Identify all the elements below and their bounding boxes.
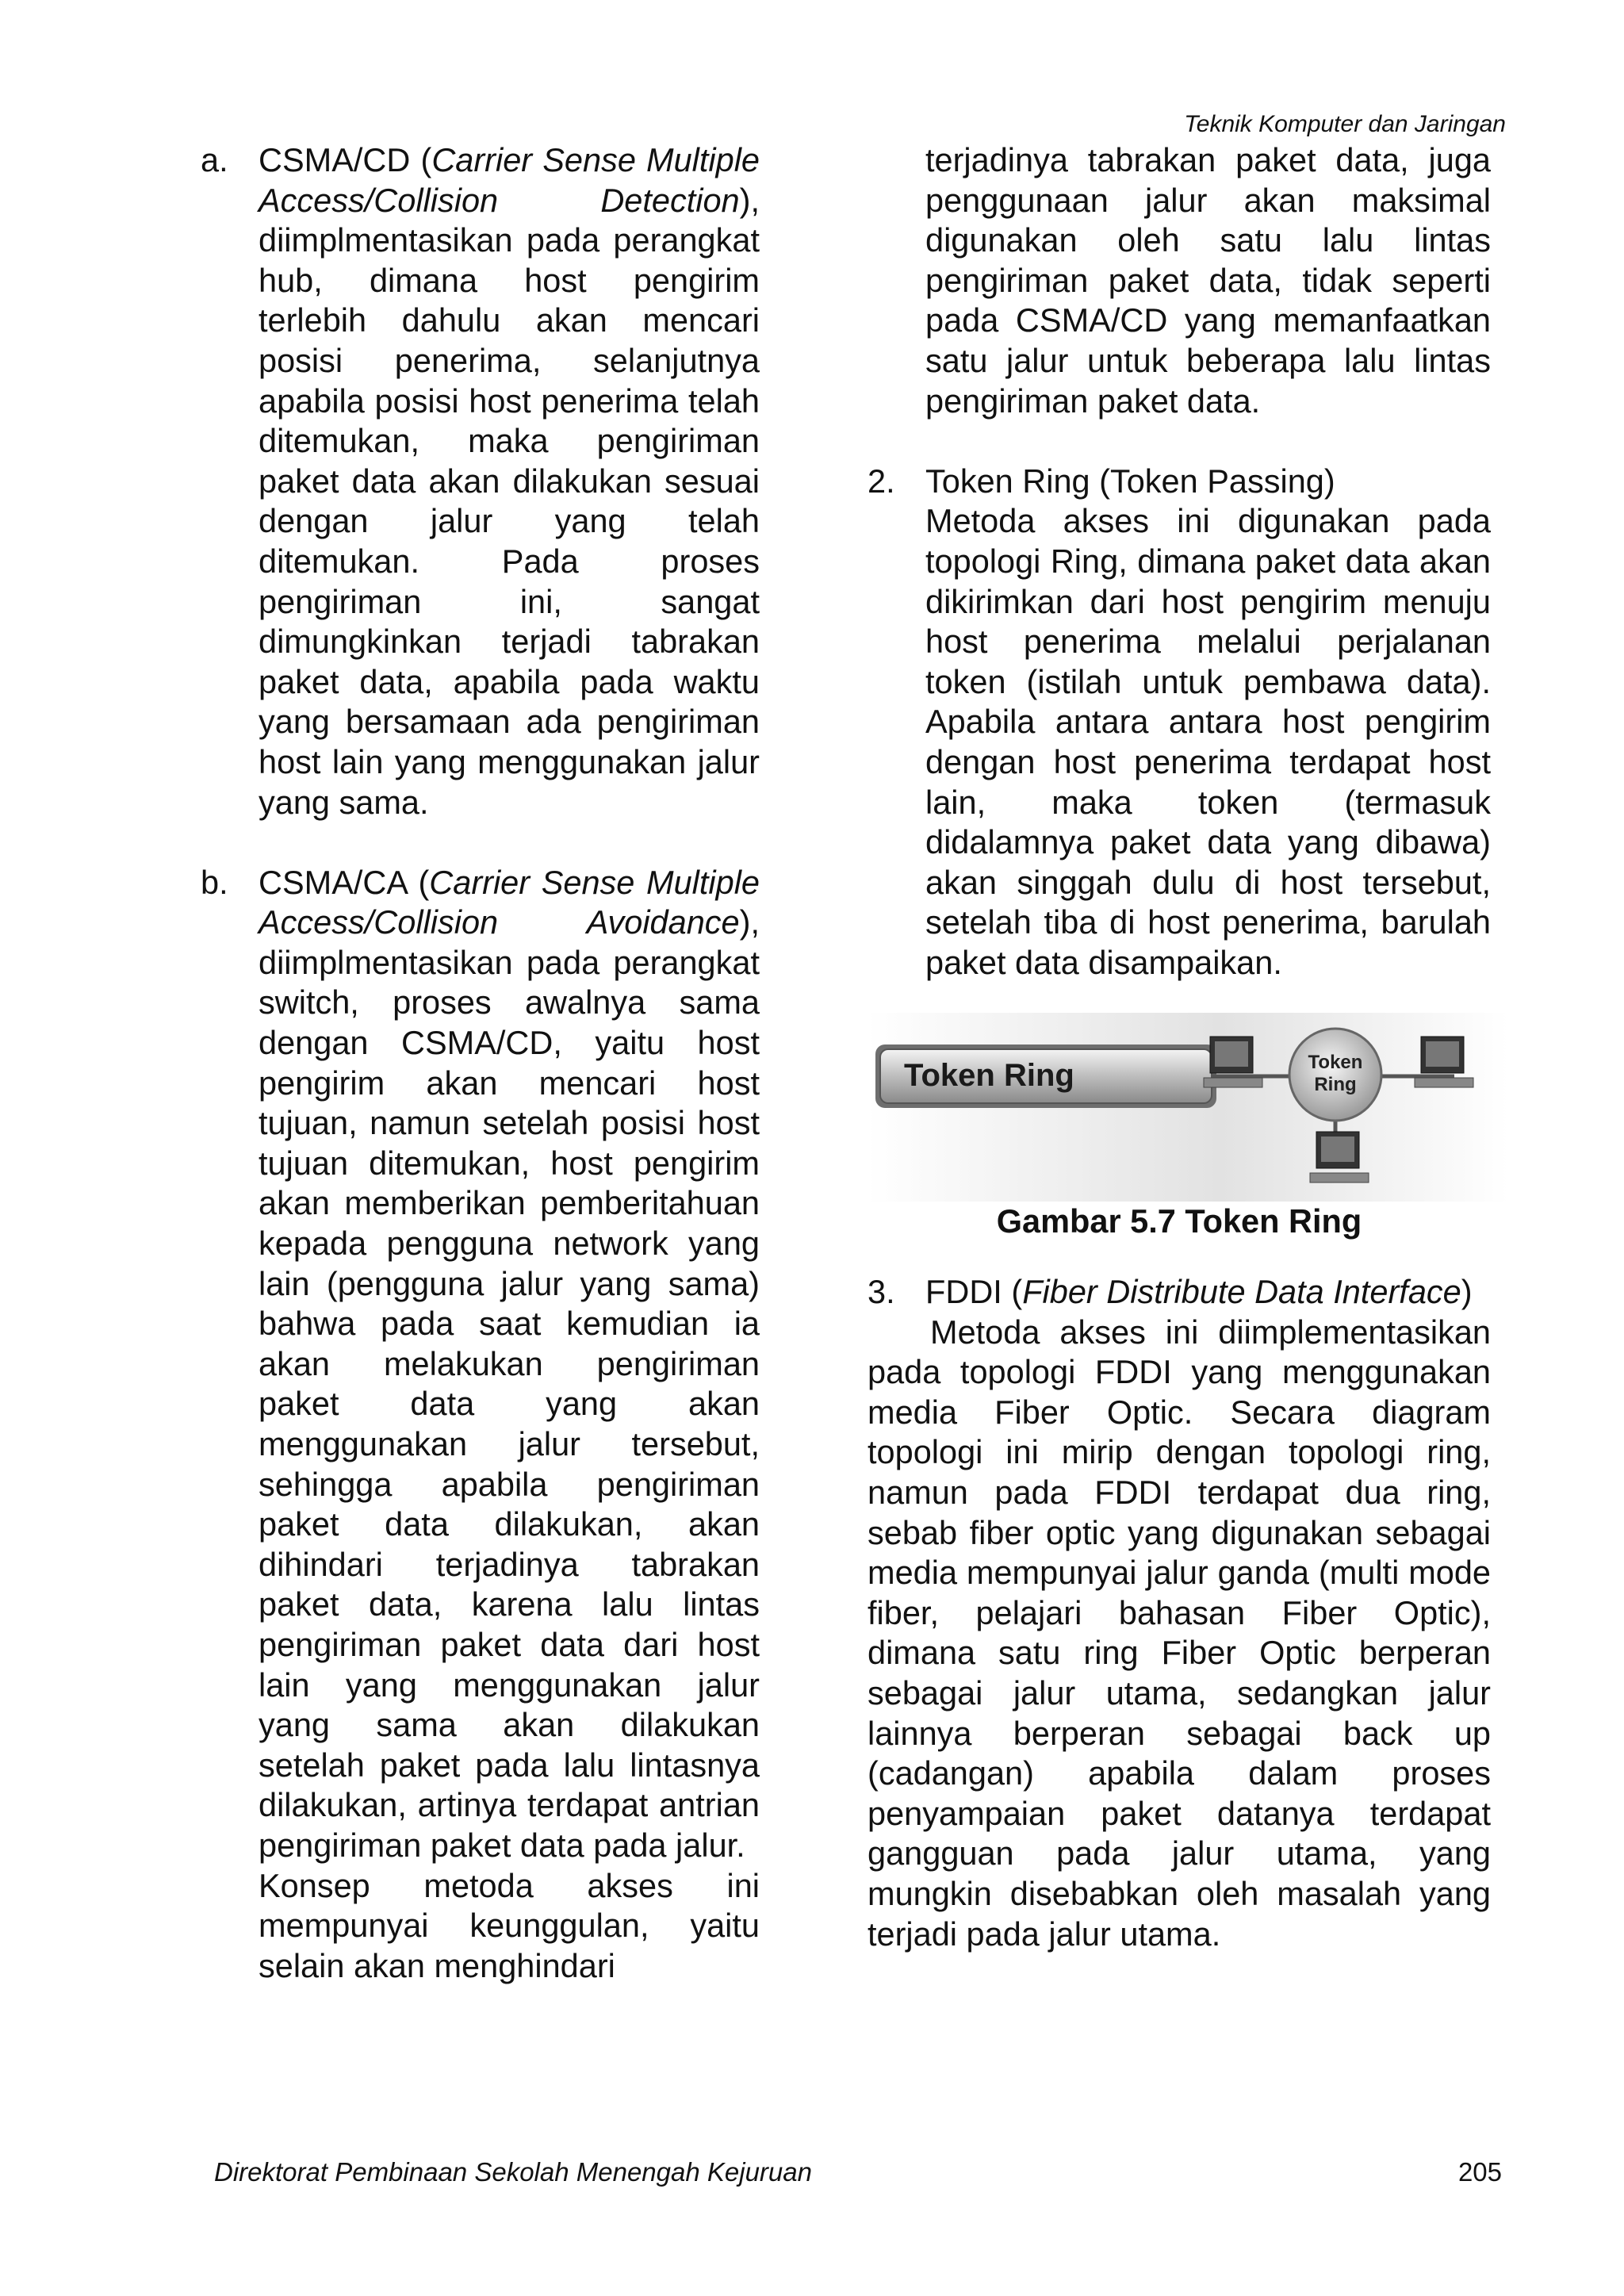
list-marker: a.: [201, 141, 228, 178]
list-marker: b.: [201, 863, 228, 901]
paragraph-text: ), diimplmentasikan pada perangkat switch, proses awalnya sama dengan CSMA/CD, yaitu host pengirim akan mencari host tujuan, namun setelah posisi host tujuan ditemukan, host pengirim akan memberikan pemberitahuan kepada pengguna network yang lain (pengguna jalur yang sama) bahwa pada saat kemudian ia akan melakukan pengiriman paket data yang akan menggunakan jalur tersebut, sehingga apabila pengiriman paket data dilakukan, akan dihindari terjadinya tabrakan paket data, karena lalu lintas pengiriman paket data dari host lain yang menggunakan jalur yang sama akan dilakukan setelah paket pada lalu lintasnya dilakukan, artinya terdapat antrian pengiriman paket data pada jalur.: [259, 903, 760, 1864]
list-item-csma-cd: [201, 140, 760, 822]
title-term: FDDI: [925, 1273, 1002, 1311]
page-footer: [214, 2157, 1502, 2187]
token-ring-diagram: [868, 1013, 1508, 1202]
continuation-paragraph: [868, 140, 1491, 421]
footer-publisher: Direktorat Pembinaan Sekolah Menengah Kejuruan: [214, 2157, 812, 2187]
list-item-token-ring: [868, 462, 1491, 983]
page-number: 205: [1457, 2157, 1502, 2187]
paragraph-text: Metoda akses ini digunakan pada topologi Ring, dimana paket data akan dikirimkan dari host pengirim menuju host penerima melalui perjalanan token (istilah untuk pembawa data). Apabila antara antara host pengirim dengan host penerima terdapat host lain, maka token (termasuk didalamnya paket data yang dibawa) akan singgah dulu di host tersebut, setelah tiba di host penerima, barulah paket data disampaikan.: [925, 502, 1491, 981]
left-column: [201, 140, 760, 1986]
item-title: Token Ring (Token Passing): [925, 462, 1335, 500]
running-header: Teknik Komputer dan Jaringan: [1184, 111, 1506, 137]
paren: (: [418, 863, 430, 901]
list-item-csma-ca: [201, 863, 760, 1987]
paragraph-text: Metoda akses ini diimplementasikan pada topologi FDDI yang menggunakan media Fiber Optic. Secara diagram topologi ini mirip dengan topologi ring, namun pada FDDI terdapat dua ring, sebab fiber optic yang digunakan sebagai media mempunyai jalur ganda (multi mode fiber, pelajari bahasan Fiber Optic), dimana satu ring Fiber Optic berperan sebagai jalur utama, sedangkan jalur lainnya berperan sebagai back up (cadangan) apabila dalam proses penyampaian paket datanya terdapat gangguan pada jalur utama, yang mungkin disebabkan oleh masalah yang terjadi pada jalur utama.: [868, 1313, 1491, 1953]
ring-label: Ring: [1314, 1074, 1357, 1096]
term-expansion: Carrier Sense Multiple Access/Collision Avoidance: [259, 863, 760, 941]
paragraph-text: Konsep metoda akses ini mempunyai keunggulan, yaitu selain akan menghindari: [259, 1866, 760, 1984]
list-item-fddi: [868, 1272, 1491, 1313]
paren: ): [1461, 1273, 1473, 1311]
paren: (: [420, 141, 432, 178]
right-column: [868, 140, 1491, 1954]
paragraph-text: terjadinya tabrakan paket data, juga penggunaan jalur akan maksimal digunakan oleh satu lalu lintas pengiriman paket data, tidak seperti pada CSMA/CD yang memanfaatkan satu jalur untuk beberapa lalu lintas pengiriman paket data.: [925, 141, 1491, 420]
term: CSMA/CD: [259, 141, 411, 178]
paren: (: [1011, 1273, 1023, 1311]
banner-label: Token Ring: [904, 1058, 1074, 1094]
figure-caption: Gambar 5.7 Token Ring: [996, 1202, 1362, 1240]
ring-label: Token: [1308, 1052, 1363, 1074]
list-marker: 3.: [868, 1273, 895, 1311]
item-title: [925, 1272, 1491, 1313]
token-ring-figure: [868, 1013, 1508, 1202]
paragraph-text: ), diimplmentasikan pada perangkat hub, dimana host pengirim terlebih dahulu akan mencari posisi penerima, selanjutnya apabila posisi host penerima telah ditemukan, maka pengiriman paket data akan dilakukan sesuai dengan jalur yang telah ditemukan. Pada proses pengiriman ini, sangat dimungkinkan terjadi tabrakan paket data, apabila pada waktu yang bersamaan ada pengiriman host lain yang menggunakan jalur yang sama.: [259, 181, 760, 821]
term-expansion: Fiber Distribute Data Interface: [1022, 1273, 1461, 1311]
term-expansion: Carrier Sense Multiple Access/Collision Detection: [259, 141, 760, 219]
list-marker: 2.: [868, 462, 895, 500]
term: CSMA/CA: [259, 863, 407, 901]
